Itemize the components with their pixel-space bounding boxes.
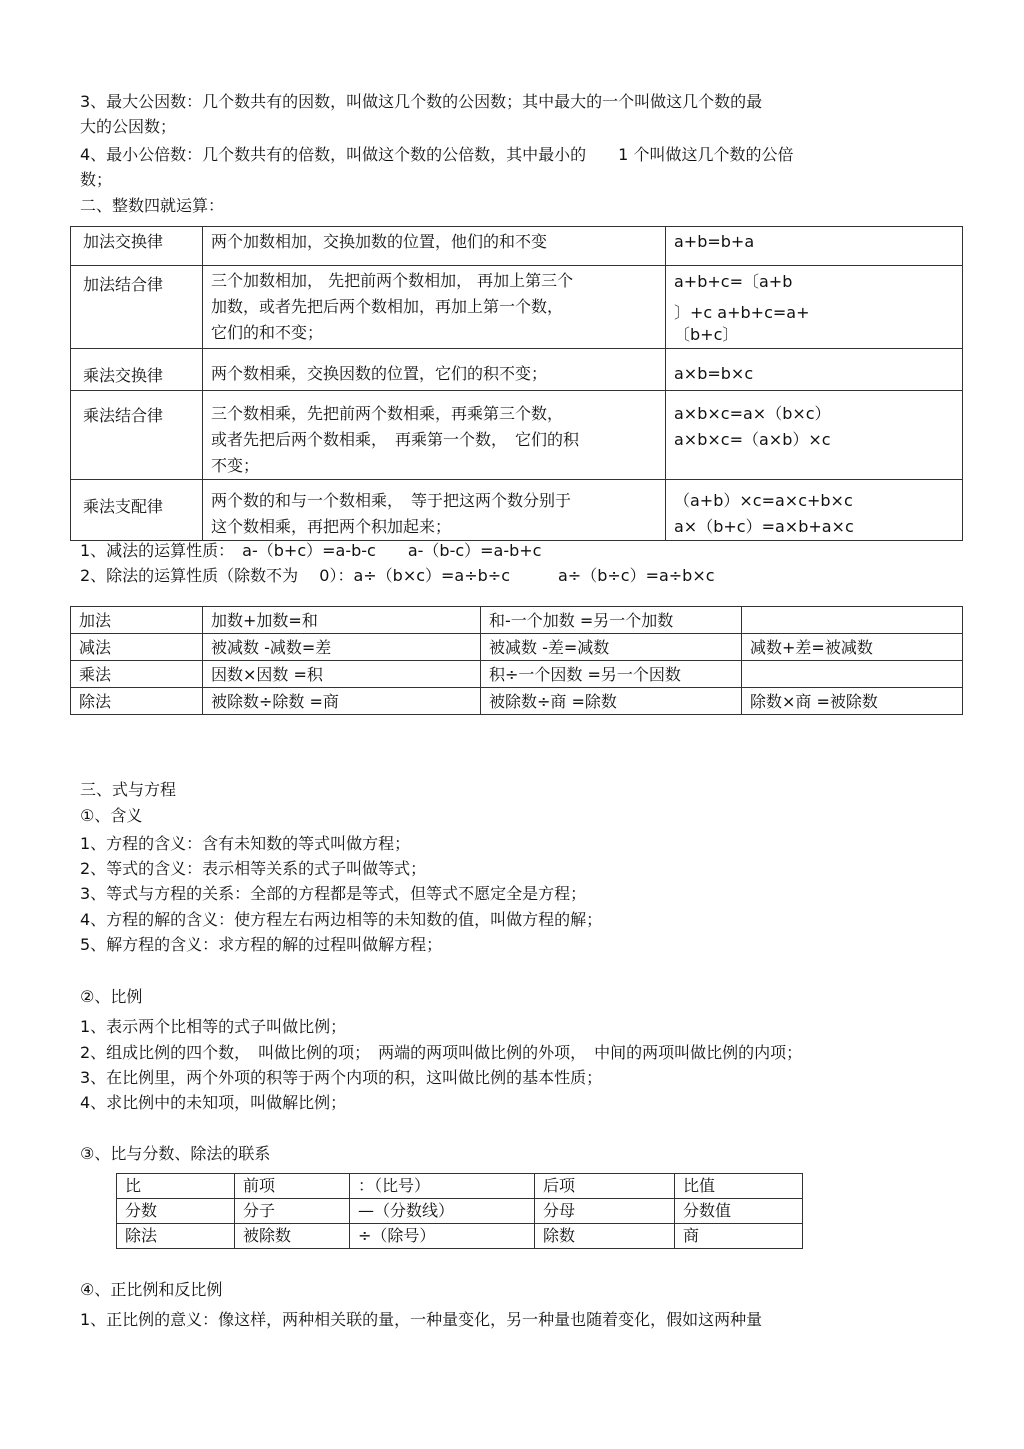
desc-line: 加数，或者先把后两个数相加，再加上第一个数，	[211, 297, 564, 316]
list-item: 4、方程的解的含义：使方程左右两边相等的未知数的值，叫做方程的解；	[80, 910, 603, 929]
table-cell: 被减数 -减数=差	[203, 634, 481, 661]
list-item: 2、等式的含义：表示相等关系的式子叫做等式；	[80, 859, 427, 878]
list-item: 3、在比例里，两个外项的积等于两个内项的积，这叫做比例的基本性质；	[80, 1068, 603, 1087]
table-row	[71, 227, 963, 266]
table-cell: 因数×因数 =积	[203, 661, 481, 688]
subsection-heading: ④、正比例和反比例	[80, 1280, 223, 1299]
ratio-fraction-division-table	[116, 1173, 803, 1249]
table-cell: 分母	[535, 1199, 675, 1224]
list-item: 4、求比例中的未知项，叫做解比例；	[80, 1093, 347, 1112]
law-formula	[666, 349, 963, 391]
table-cell: 被除数÷除数 =商	[203, 688, 481, 715]
formula-line: 〕+c a+b+c=a+	[674, 303, 810, 322]
law-description	[203, 480, 666, 541]
text-line: 4、最小公倍数：几个数共有的倍数，叫做这个数的公倍数，其中最小的 1 个叫做这几个数的公倍	[80, 145, 794, 164]
law-formula	[666, 391, 963, 480]
list-item: 2、组成比例的四个数， 叫做比例的项； 两端的两项叫做比例的外项， 中间的两项叫做比例的内项；	[80, 1043, 803, 1062]
table-row	[71, 391, 963, 480]
law-name: 乘法结合律	[71, 391, 203, 480]
law-name: 乘法交换律	[71, 349, 203, 391]
table-row	[71, 634, 963, 661]
table-cell: ：（比号）	[350, 1174, 535, 1199]
law-name: 加法结合律	[71, 266, 203, 349]
formula-line: （a+b）×c=a×c+b×c	[674, 491, 853, 510]
operation-laws-table	[70, 226, 963, 541]
table-cell: 除数×商 =被除数	[742, 688, 963, 715]
table-cell: 被除数	[235, 1224, 350, 1249]
subsection-heading: ③、比与分数、除法的联系	[80, 1144, 271, 1163]
formula-line: a+b=b+a	[674, 232, 755, 251]
section-heading: 二、整数四就运算：	[80, 196, 225, 215]
law-name: 乘法支配律	[71, 480, 203, 541]
law-description	[203, 391, 666, 480]
subsection-heading: ②、比例	[80, 987, 143, 1006]
table-row	[117, 1224, 803, 1249]
table-cell: 乘法	[71, 661, 203, 688]
law-formula	[666, 480, 963, 541]
table-cell: 除法	[117, 1224, 235, 1249]
table-cell: 前项	[235, 1174, 350, 1199]
table-row	[71, 266, 963, 349]
text-line: 1、减法的运算性质： a-（b+c）=a-b-c a-（b-c）=a-b+c	[80, 541, 542, 560]
table-cell: 比	[117, 1174, 235, 1199]
desc-line: 它们的和不变；	[211, 323, 324, 342]
formula-line: a×b=b×c	[674, 364, 754, 383]
formula-line: a+b+c=〔a+b	[674, 272, 793, 291]
table-row	[71, 607, 963, 634]
table-cell: —（分数线）	[350, 1199, 535, 1224]
table-cell: 被减数 -差=减数	[481, 634, 742, 661]
text-line: 大的公因数；	[80, 117, 177, 136]
table-row	[71, 661, 963, 688]
desc-line: 或者先把后两个数相乘， 再乘第一个数， 它们的积	[211, 430, 580, 449]
table-cell: 分数	[117, 1199, 235, 1224]
table-cell: 分子	[235, 1199, 350, 1224]
table-cell: 加法	[71, 607, 203, 634]
table-row	[117, 1174, 803, 1199]
table-cell: 后项	[535, 1174, 675, 1199]
text-line: 数；	[80, 170, 113, 189]
desc-line: 三个加数相加， 先把前两个数相加， 再加上第三个	[211, 271, 574, 290]
table-cell	[742, 661, 963, 688]
law-description	[203, 227, 666, 266]
table-cell: 减法	[71, 634, 203, 661]
desc-line: 三个数相乘，先把前两个数相乘，再乘第三个数，	[211, 404, 564, 423]
text-line: 3、最大公因数：几个数共有的因数，叫做这几个数的公因数；其中最大的一个叫做这几个数的最	[80, 92, 763, 111]
desc-line: 两个加数相加，交换加数的位置，他们的和不变	[211, 232, 548, 251]
formula-line: a×（b+c）=a×b+a×c	[674, 517, 854, 536]
subsection-heading: ①、含义	[80, 806, 143, 825]
table-row	[117, 1199, 803, 1224]
table-row	[71, 349, 963, 391]
text-line: 2、除法的运算性质（除数不为 0）：a÷（b×c）=a÷b÷c a÷（b÷c）=a÷b×c	[80, 566, 715, 585]
table-cell: 积÷一个因数 =另一个因数	[481, 661, 742, 688]
desc-line: 两个数相乘，交换因数的位置，它们的积不变；	[211, 364, 548, 383]
table-row	[71, 688, 963, 715]
section-heading: 三、式与方程	[80, 780, 177, 799]
table-cell: 除数	[535, 1224, 675, 1249]
table-cell: 商	[675, 1224, 803, 1249]
desc-line: 这个数相乘，再把两个积加起来；	[211, 517, 452, 536]
law-name: 加法交换律	[71, 227, 203, 266]
law-formula	[666, 266, 963, 349]
table-cell: 分数值	[675, 1199, 803, 1224]
table-cell	[742, 607, 963, 634]
law-description	[203, 349, 666, 391]
table-cell: ÷（除号）	[350, 1224, 535, 1249]
list-item: 1、正比例的意义：像这样，两种相关联的量，一种量变化，另一种量也随着变化，假如这两种量	[80, 1310, 763, 1329]
list-item: 3、等式与方程的关系：全部的方程都是等式，但等式不愿定全是方程；	[80, 884, 587, 903]
table-cell: 减数+差=被减数	[742, 634, 963, 661]
desc-line: 不变；	[211, 456, 260, 475]
list-item: 1、方程的含义：含有未知数的等式叫做方程；	[80, 834, 411, 853]
formula-line: a×b×c=a×（b×c）	[674, 404, 831, 423]
table-row	[71, 480, 963, 541]
operation-relations-table	[70, 606, 963, 715]
table-cell: 加数+加数=和	[203, 607, 481, 634]
table-cell: 比值	[675, 1174, 803, 1199]
list-item: 5、解方程的含义：求方程的解的过程叫做解方程；	[80, 935, 443, 954]
list-item: 1、表示两个比相等的式子叫做比例；	[80, 1017, 347, 1036]
table-cell: 被除数÷商 =除数	[481, 688, 742, 715]
formula-line: a×b×c=（a×b）×c	[674, 430, 831, 449]
desc-line: 两个数的和与一个数相乘， 等于把这两个数分别于	[211, 491, 572, 510]
law-formula	[666, 227, 963, 266]
table-cell: 和-一个加数 =另一个加数	[481, 607, 742, 634]
table-cell: 除法	[71, 688, 203, 715]
law-description	[203, 266, 666, 349]
formula-line: 〔b+c〕	[674, 325, 739, 344]
